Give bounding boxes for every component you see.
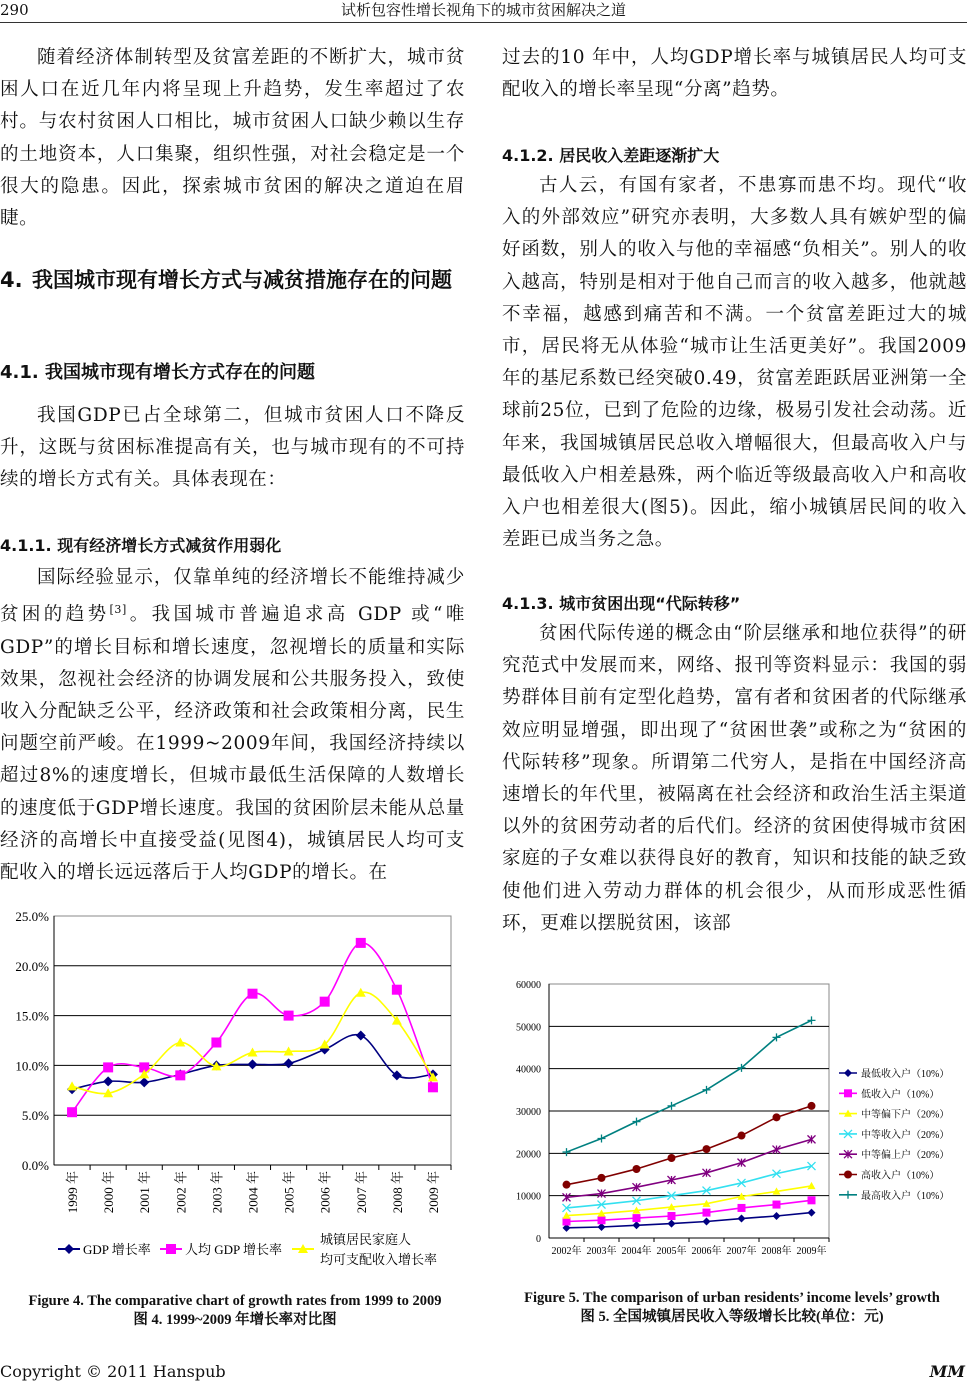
figure-5-caption	[497, 1289, 967, 1327]
plot-area	[54, 916, 451, 1165]
data-point	[808, 1209, 816, 1217]
section-4-1-3-paragraph: 贫困代际传递的概念由“阶层继承和地位获得”的研究范式中发展而来，网络、报刊等资料显示：我国的弱势群体目前有定型化趋势，富有者和贫困者的代际继承效应明显增强，即出现了“贫困世袭”或称之为“贫困的代际转移”现象。所谓第二代穷人，是指在中国经济高速增长的年代里，被隔离在社会经济和政治生活主渠道以外的贫困劳动者的后代们。经济的贫困使得城市贫困家庭的子女难以获得良好的教育，知识和技能的缺乏致使他们进入劳动力群体的机会很少，从而形成恶性循环，更难以摆脱贫困，该部	[502, 623, 967, 934]
data-point	[103, 1062, 113, 1072]
data-point	[356, 938, 366, 948]
legend-marker	[844, 1171, 852, 1179]
data-point	[668, 1220, 676, 1228]
legend-label: 中等偏上户（20%）	[861, 1150, 950, 1162]
x-tick-label: 2007 年	[353, 1171, 369, 1214]
x-tick-label: 2007年	[726, 1246, 757, 1257]
data-point	[773, 1212, 781, 1220]
y-tick-label: 10000	[516, 1191, 541, 1203]
data-point	[668, 1212, 676, 1220]
legend-label: 低收入户（10%）	[861, 1089, 940, 1101]
caption-zh: 图 5. 全国城镇居民收入等级增长比较(单位：元)	[580, 1309, 884, 1325]
y-tick-label: 20.0%	[15, 958, 49, 974]
paragraph-text: 国际经验显示，仅靠单纯的经济增长不能维持减少贫困的趋势	[0, 567, 465, 626]
caption-en: Figure 4. The comparative chart of growth rates from 1999 to 2009	[28, 1293, 442, 1309]
y-tick-label: 0.0%	[21, 1158, 49, 1173]
legend-label: 高收入户（10%）	[861, 1170, 940, 1182]
series-line	[567, 1020, 812, 1152]
x-tick-label: 2006年	[691, 1246, 722, 1257]
data-point	[211, 1037, 221, 1047]
data-point	[738, 1132, 746, 1140]
continued-paragraph: 过去的10 年中，人均GDP增长率与城镇居民人均可支配收入的增长率呈现“分离”趋势。	[502, 47, 967, 101]
section-4-1-2-heading: 4.1.2. 居民收入差距逐渐扩大	[502, 146, 720, 165]
data-point	[703, 1209, 711, 1217]
data-point	[633, 1118, 641, 1126]
legend-label: 人均 GDP 增长率	[185, 1242, 283, 1257]
x-tick-label: 2002年	[551, 1246, 582, 1257]
data-point	[598, 1216, 606, 1224]
data-point	[284, 1058, 294, 1068]
data-point	[67, 1081, 77, 1090]
legend-label: 最高收入户（10%）	[861, 1190, 950, 1202]
legend-marker	[64, 1244, 74, 1254]
citation-ref[interactable]: [3]	[109, 603, 127, 617]
y-tick-label: 15.0%	[15, 1008, 49, 1024]
data-point	[668, 1102, 676, 1110]
data-point	[598, 1174, 606, 1182]
x-tick-label: 2009 年	[425, 1171, 441, 1214]
figure-5-chart	[500, 945, 967, 1265]
section-4-1-2-paragraph: 古人云，有国有家者，不患寡而患不均。现代“收入的外部效应”研究亦表明，大多数人具有嫉妒型的偏好函数，别人的收入与他的幸福感“负相关”。别人的收入越高，特别是相对于他自己而言的收入越多，他就越不幸福，越感到痛苦和不满。一个贫富差距过大的城市，居民将无从体验“城市让生活更美好”。我国2009年的基尼系数已经突破0.49，贫富差距跃居亚洲第一全球前25位，已到了危险的边缘，极易引发社会动荡。近年来，我国城镇居民总收入增幅很大，但最高收入户与最低收入户相差悬殊，两个临近等级最高收入户和高收入户也相差很大(图5)。因此，缩小城镇居民间的收入差距已成当务之急。	[502, 175, 967, 551]
data-point	[808, 1182, 816, 1189]
x-tick-label: 2002 年	[173, 1171, 189, 1214]
data-point	[175, 1070, 185, 1080]
x-tick-label: 2004年	[621, 1246, 652, 1257]
y-tick-label: 50000	[516, 1022, 541, 1034]
data-point	[563, 1148, 571, 1156]
data-point	[808, 1102, 816, 1110]
y-tick-label: 25.0%	[15, 909, 49, 924]
data-point	[248, 989, 258, 999]
section-4-1-1-paragraph	[0, 562, 465, 889]
data-point	[703, 1217, 711, 1225]
data-point	[103, 1076, 113, 1086]
y-tick-label: 5.0%	[21, 1108, 49, 1124]
data-point	[633, 1221, 641, 1229]
data-point	[139, 1077, 149, 1087]
figure-4-chart	[0, 905, 470, 1285]
legend-label: 中等收入户（20%）	[861, 1129, 950, 1141]
x-tick-label: 2008年	[761, 1246, 792, 1257]
intro-paragraph: 随着经济体制转型及贫富差距的不断扩大，城市贫困人口在近几年内将呈现上升趋势，发生率超过了农村。与农村贫困人口相比，城市贫困人口缺少赖以生存的土地资本，人口集聚，组织性强，对社会稳定是一个很大的隐患。因此，探索城市贫困的解决之道迫在眉睫。	[0, 47, 465, 230]
legend-marker	[166, 1244, 176, 1254]
y-tick-label: 30000	[516, 1107, 541, 1118]
data-point	[703, 1145, 711, 1153]
data-point	[392, 985, 402, 995]
x-tick-label: 2000 年	[101, 1171, 117, 1214]
x-tick-label: 2001 年	[137, 1171, 153, 1214]
data-point	[284, 1011, 294, 1021]
data-point	[808, 1016, 816, 1024]
data-point	[738, 1204, 746, 1212]
data-point	[248, 1059, 258, 1069]
figure-4-caption	[0, 1292, 470, 1330]
running-title: 试析包容性增长视角下的城市贫困解决之道	[340, 1, 626, 19]
y-tick-label: 10.0%	[15, 1058, 49, 1074]
legend-label: 均可支配收入增长率	[320, 1252, 438, 1267]
x-tick-label: 2005 年	[281, 1171, 297, 1214]
section-4-1-paragraph: 我国GDP已占全球第二，但城市贫困人口不降反升，这既与贫困标准提高有关，也与城市现有的不可持续的增长方式有关。具体表现在：	[0, 405, 465, 491]
y-tick-label: 60000	[516, 980, 541, 991]
legend-marker	[844, 1191, 852, 1199]
section-4-heading	[0, 265, 465, 296]
data-point	[428, 1082, 438, 1092]
data-point	[668, 1154, 676, 1162]
page-number: 290	[0, 1, 29, 19]
data-point	[738, 1215, 746, 1223]
x-tick-label: 2005年	[656, 1246, 687, 1257]
data-point	[356, 1031, 366, 1041]
data-point	[598, 1135, 606, 1143]
x-tick-label: 2006 年	[317, 1171, 333, 1214]
data-point	[563, 1181, 571, 1189]
y-tick-label: 40000	[516, 1064, 541, 1076]
x-tick-label: 2003年	[586, 1246, 617, 1257]
y-tick-label: 0	[536, 1234, 541, 1245]
y-tick-label: 20000	[516, 1149, 541, 1161]
data-point	[808, 1196, 816, 1204]
data-point	[773, 1201, 781, 1209]
data-point	[67, 1107, 77, 1117]
section-title: 我国城市现有增长方式与减贫措施存在的问题	[32, 268, 452, 292]
section-4-1-heading: 4.1. 我国城市现有增长方式存在的问题	[0, 362, 315, 383]
copyright: Copyright © 2011 Hanspub	[0, 1362, 226, 1381]
section-4-1-3-heading: 4.1.3. 城市贫困出现“代际转移”	[502, 594, 741, 613]
data-point	[320, 997, 330, 1007]
journal-abbrev: MM	[929, 1362, 965, 1381]
caption-en: Figure 5. The comparison of urban residents’ income levels’ growth	[524, 1290, 940, 1306]
legend-label: GDP 增长率	[83, 1242, 151, 1257]
x-tick-label: 2009年	[796, 1246, 827, 1257]
legend-label: 城镇居民家庭人	[320, 1232, 412, 1247]
section-number: 4.	[0, 268, 23, 292]
data-point	[633, 1165, 641, 1173]
data-point	[633, 1214, 641, 1222]
legend-marker	[844, 1069, 852, 1077]
paragraph-text: 。我国城市普遍追求高 GDP 或“唯GDP”的增长目标和增长速度，忽视增长的质量和实际效果，忽视社会经济的协调发展和公共服务投入，致使收入分配缺乏公平，经济政策和社会政策相分离，民生问题空前严峻。在1999~2009年间，我国经济持续以超过8%的速度增长，但城市最低生活保障的人数增长的速度低于GDP增长速度。我国的贫困阶层未能从总量经济的高增长中直接受益(见图4)，城镇居民人均可支配收入的增长远远落后于人均GDP的增长。在	[0, 604, 465, 883]
data-point	[773, 1113, 781, 1121]
x-tick-label: 2003 年	[209, 1171, 225, 1214]
legend-label: 中等偏下户（20%）	[861, 1109, 950, 1121]
data-point	[703, 1086, 711, 1094]
series-line	[72, 992, 433, 1093]
x-tick-label: 2008 年	[389, 1171, 405, 1214]
legend-marker	[844, 1089, 852, 1097]
caption-zh: 图 4. 1999~2009 年增长率对比图	[133, 1312, 337, 1328]
legend-label: 最低收入户（10%）	[861, 1069, 950, 1080]
header-rule	[0, 22, 967, 23]
section-4-1-1-heading: 4.1.1. 现有经济增长方式减贫作用弱化	[0, 536, 282, 555]
x-tick-label: 2004 年	[245, 1171, 261, 1214]
x-tick-label: 1999 年	[65, 1171, 81, 1214]
